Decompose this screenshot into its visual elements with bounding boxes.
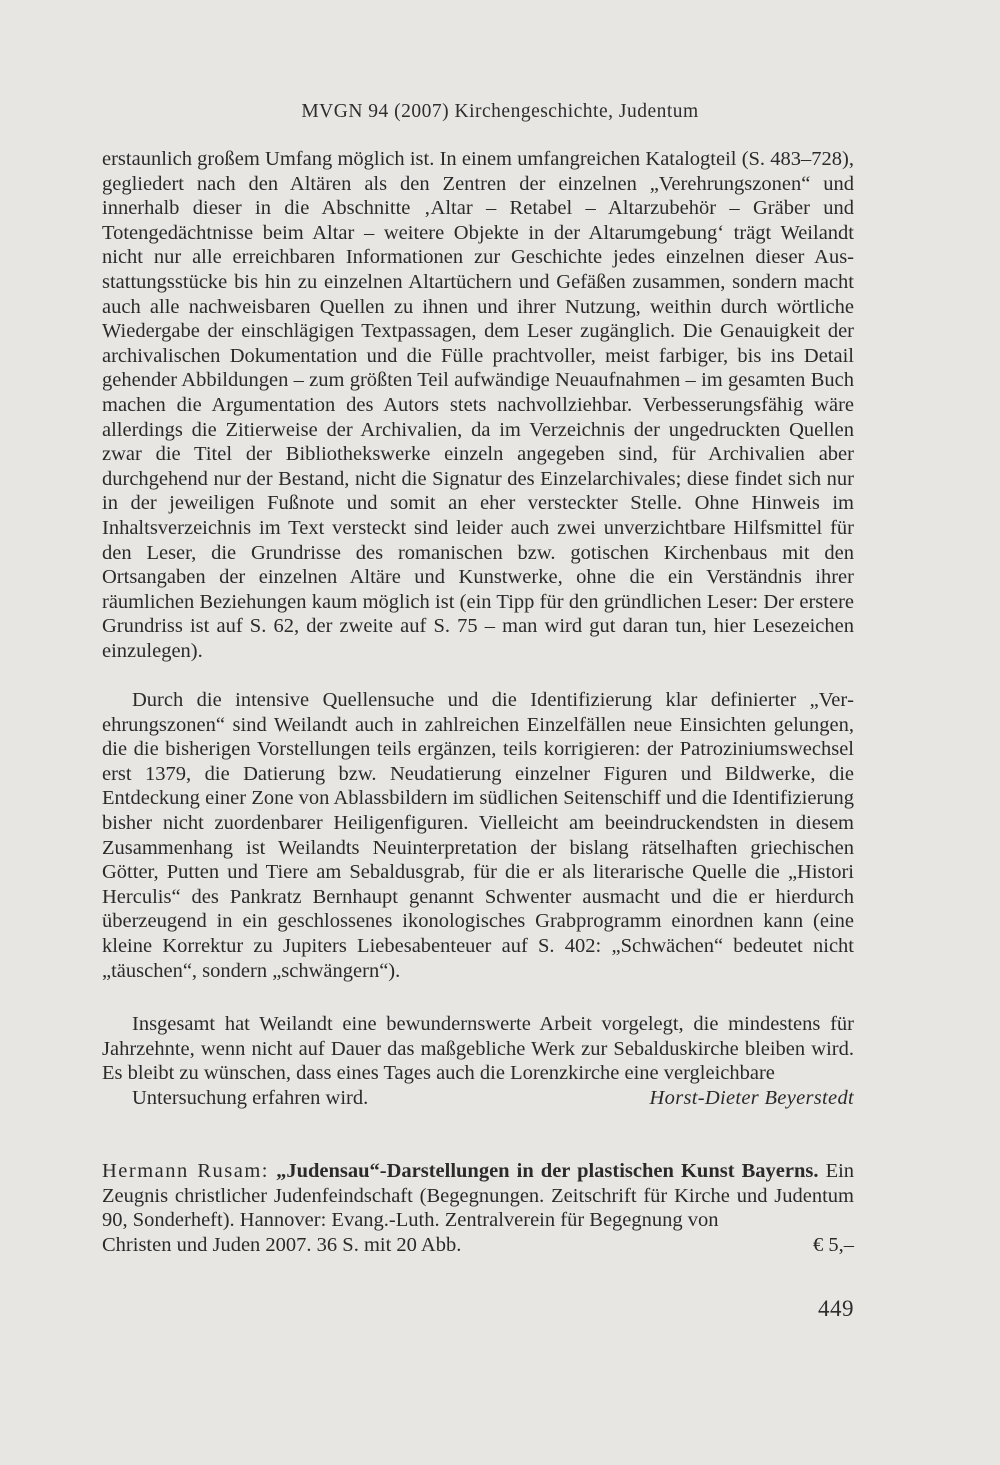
paragraph-text: Durch die intensive Quellensuche und die Identifizierung klar definierter „Verehrungszonen“ sind Weilandt auch in zahlreichen Einzelfällen neue Einsichten gelungen, die die bisherigen Vorstellungen teils ergänzen, teils korrigieren: der Patroziniumswechsel erst 1379, die Datierung bzw. Neudatierung einzelner Figuren und Bildwerke, die Entdeckung einer Zone von Ablassbildern im südlichen Seitenschiff und die Identifizierung bisher nicht zuordenbarer Heiligenfiguren. Vielleicht am beeindruckendsten in diesem Zusammenhang ist Weilandts Neuinterpretation der bislang rätselhaften griechischen Götter, Putten und Tiere am Sebaldusgrab, für die er als literarische Quelle die „Histori Herculis“ des Pankratz Bernhaupt genannt Schwenter ausmacht und die er hierdurch überzeugend in ein geschlossenes ikonologisches Grabprogramm einordnen kann (eine kleine Korrektur zu Jupiters Liebesabenteuer auf S. 402: „Schwächen“ bedeutet nicht „täuschen“, sondern „schwängern“). (102, 689, 854, 982)
review-paragraph-3 (102, 1012, 854, 1110)
price-line (102, 1233, 854, 1258)
book-details: Ein Zeugnis christlicher Judenfeindschaft (Begegnungen. Zeitschrift für Kirche und Judentum 90, Sonderheft). Hannover: Evang.-Luth. Zentralverein für Begegnung von (102, 1160, 855, 1232)
running-head: MVGN 94 (2007) Kirchengeschichte, Judentum (301, 101, 699, 122)
book-price: € 5,– (813, 1233, 854, 1256)
review-paragraph-1 (102, 147, 854, 663)
book-review-entry (102, 1159, 854, 1257)
book-publication-info: Christen und Juden 2007. 36 S. mit 20 Abb. (102, 1233, 462, 1256)
paragraph-text: Insgesamt hat Weilandt eine bewundernswerte Arbeit vorgelegt, die mindestens für Jahrzehnte, wenn nicht auf Dauer das maßgebliche Werk zur Sebalduskirche bleiben wird. Es bleibt zu wünschen, dass eines Tages auch die Lorenzkirche eine vergleichbare (102, 1013, 854, 1085)
bibliographic-entry (102, 1159, 854, 1233)
review-paragraph-2 (102, 688, 854, 983)
paragraph-closing-line (102, 1086, 854, 1111)
book-author: Hermann Rusam: (102, 1160, 269, 1182)
reviewer-signature: Horst-Dieter Beyerstedt (649, 1086, 854, 1109)
paragraph-last-text: Untersuchung erfahren wird. (132, 1086, 369, 1109)
book-title: „Judensau“-Darstellungen in der plastischen Kunst Bayerns. (276, 1160, 819, 1182)
page-number: 449 (818, 1296, 854, 1321)
paragraph-text: erstaunlich großem Umfang möglich ist. In einem umfangreichen Katalogteil (S. 483–728), gegliedert nach den Altären als den Zentren der einzelnen „Verehrungszonen“ und innerhalb dieser in die Abschnitte ‚Altar – Retabel – Altarzubehör – Gräber und Totengedächtnisse beim Altar – weitere Objekte in der Altarumgebung‘ trägt Weilandt nicht nur alle erreichbaren Informationen zur Geschichte jedes einzelnen dieser Ausstattungsstücke bis hin zu einzelnen Altartüchern und Gefäßen zusammen, sondern macht auch alle nachweisbaren Quellen zu ihnen und ihrer Nutzung, weithin durch wörtliche Wiedergabe der einschlägigen Textpassagen, dem Leser zugänglich. Die Genauigkeit der archivalischen Dokumentation und die Fülle prachtvoller, meist farbiger, bis ins Detail gehender Abbildungen – zum größten Teil aufwändige Neuaufnahmen – im gesamten Buch machen die Argumentation des Autors stets nachvollziehbar. Verbesserungsfähig wäre allerdings die Zitierweise der Archivalien, da im Verzeichnis der ungedruckten Quellen zwar die Titel der Bibliothekswerke einzeln angegeben sind, für Archivalien aber durchgehend nur der Bestand, nicht die Signatur des Einzelarchivales; diese findet sich nur in der jeweiligen Fußnote und somit an eher versteckter Stelle. Ohne Hinweis im Inhaltsverzeichnis im Text versteckt sind leider auch zwei unverzichtbare Hilfsmittel für den Leser, die Grundrisse des romanischen bzw. gotischen Kirchenbaus mit den Ortsangaben der einzelnen Altäre und Kunstwerke, ohne die ein Verständnis ihrer räumlichen Beziehungen kaum möglich ist (ein Tipp für den gründlichen Leser: Der erstere Grundriss ist auf S. 62, der zweite auf S. 75 – man wird gut daran tun, hier Lesezeichen einzulegen). (102, 148, 854, 662)
